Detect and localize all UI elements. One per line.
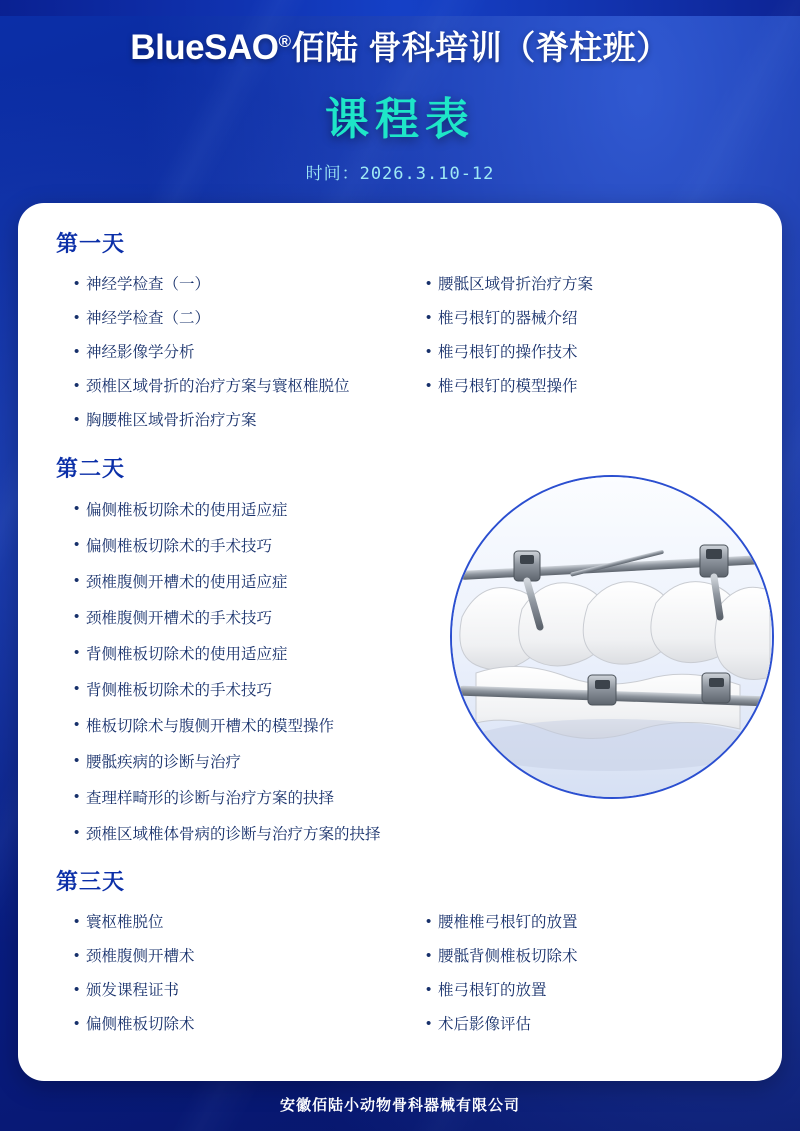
day-heading-2: 第二天 bbox=[56, 456, 126, 482]
list-item: • 神经学检查（二） bbox=[74, 302, 400, 336]
poster-subtitle: 课程表 bbox=[325, 95, 475, 144]
footer-company-name: 安徽佰陆小动物骨科器械有限公司 bbox=[279, 1097, 520, 1114]
day-heading-3: 第三天 bbox=[56, 869, 126, 895]
brand-latin-text: BlueSAO bbox=[130, 28, 279, 67]
day-3-left-column bbox=[48, 906, 400, 1042]
list-item: • 胸腰椎区域骨折治疗方案 bbox=[74, 404, 400, 438]
day-3-left-list bbox=[48, 906, 400, 1042]
list-item: • 椎弓根钉的放置 bbox=[426, 974, 752, 1008]
spacer bbox=[48, 853, 752, 865]
list-item: • 颈椎腹侧开槽术的手术技巧 bbox=[74, 601, 752, 637]
poster-date: 时间：2026.3.10-12 bbox=[305, 164, 495, 184]
list-item: • 腰骶背侧椎板切除术 bbox=[426, 940, 752, 974]
list-item: • 腰椎椎弓根钉的放置 bbox=[426, 906, 752, 940]
list-item: • 椎弓根钉的模型操作 bbox=[426, 370, 752, 404]
registered-trademark-icon: ® bbox=[278, 32, 292, 51]
list-item: • 椎弓根钉的器械介绍 bbox=[426, 302, 752, 336]
day-1-right-list bbox=[400, 268, 752, 404]
list-item: • 背侧椎板切除术的手术技巧 bbox=[74, 673, 752, 709]
day-1-left-list bbox=[48, 268, 400, 438]
list-item: • 查理样畸形的诊断与治疗方案的抉择 bbox=[74, 781, 752, 817]
schedule-card-inner bbox=[18, 203, 782, 1081]
day-3-right-list bbox=[400, 906, 752, 1042]
day-3-right-column bbox=[400, 906, 752, 1042]
poster-header bbox=[0, 0, 800, 184]
list-item: • 颈椎腹侧开槽术的使用适应症 bbox=[74, 565, 752, 601]
day-heading-1: 第一天 bbox=[56, 231, 126, 256]
day-block-1 bbox=[48, 227, 752, 438]
list-item: • 神经影像学分析 bbox=[74, 336, 400, 370]
list-item: • 腰骶区域骨折治疗方案 bbox=[426, 268, 752, 302]
list-item: • 术后影像评估 bbox=[426, 1008, 752, 1042]
day-1-left-column bbox=[48, 268, 400, 438]
title-rest-text: 骨科培训（脊柱班） bbox=[368, 29, 670, 66]
list-item: • 偏侧椎板切除术 bbox=[74, 1008, 400, 1042]
day-1-columns bbox=[48, 268, 752, 438]
list-item: • 神经学检查（一） bbox=[74, 268, 400, 302]
list-item: • 颁发课程证书 bbox=[74, 974, 400, 1008]
day-block-3 bbox=[48, 865, 752, 1042]
list-item: • 偏侧椎板切除术的使用适应症 bbox=[74, 493, 752, 529]
day-3-columns bbox=[48, 906, 752, 1042]
spine-model-photo bbox=[450, 475, 774, 799]
day-1-right-column bbox=[400, 268, 752, 438]
list-item: • 颈椎区域骨折的治疗方案与寰枢椎脱位 bbox=[74, 370, 400, 404]
list-item: • 背侧椎板切除术的使用适应症 bbox=[74, 637, 752, 673]
list-item: • 椎板切除术与腹侧开槽术的模型操作 bbox=[74, 709, 752, 745]
list-item: • 寰枢椎脱位 bbox=[74, 906, 400, 940]
list-item: • 椎弓根钉的操作技术 bbox=[426, 336, 752, 370]
list-item: • 腰骶疾病的诊断与治疗 bbox=[74, 745, 752, 781]
list-item: • 偏侧椎板切除术的手术技巧 bbox=[74, 529, 752, 565]
spine-model-illustration bbox=[452, 477, 772, 797]
brand-cn-text: 佰陆 bbox=[291, 29, 359, 66]
schedule-card bbox=[18, 203, 782, 1081]
list-item: • 颈椎区域椎体骨病的诊断与治疗方案的抉择 bbox=[74, 817, 752, 853]
spacer bbox=[48, 438, 752, 452]
list-item: • 颈椎腹侧开槽术 bbox=[74, 940, 400, 974]
poster-title bbox=[0, 22, 800, 69]
